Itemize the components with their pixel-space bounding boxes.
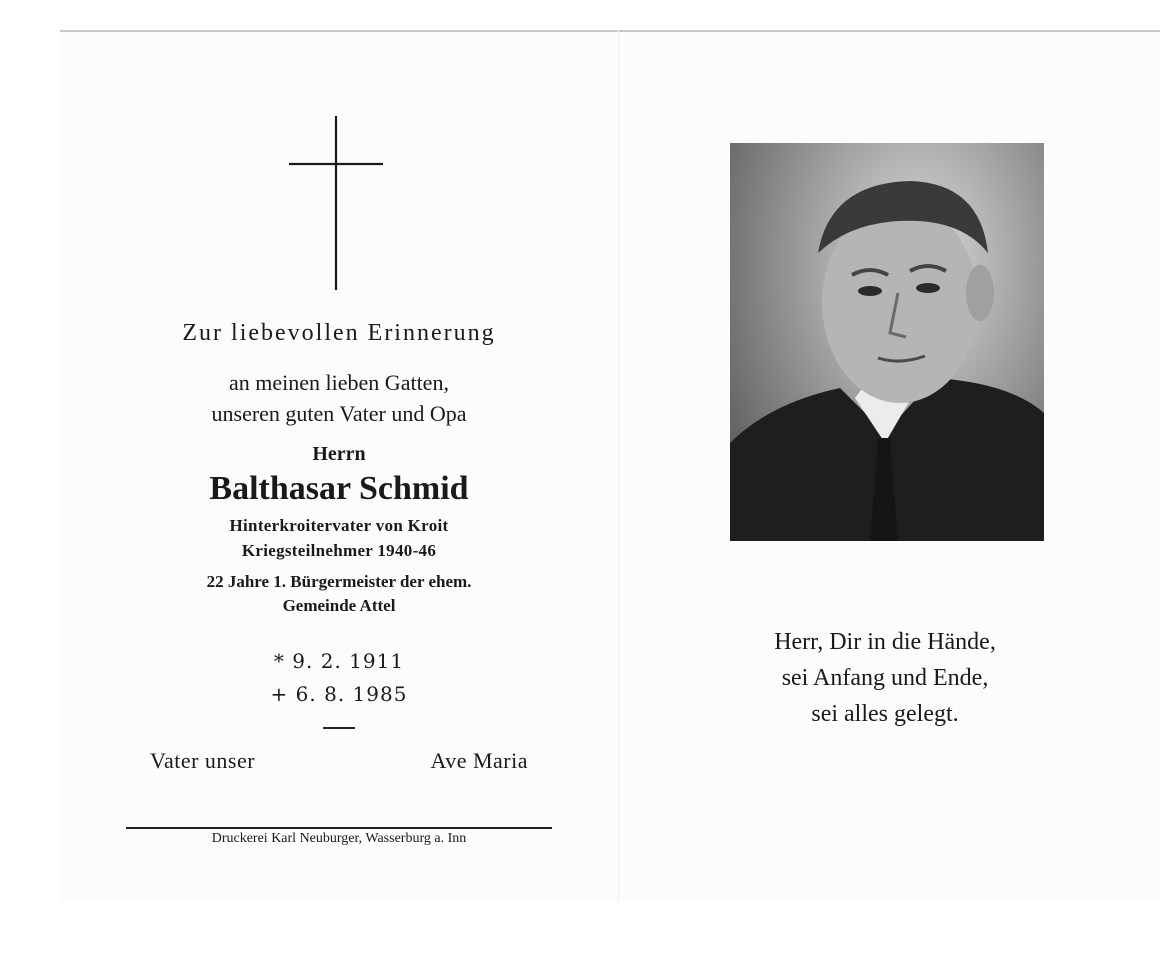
divider-dash bbox=[323, 727, 355, 729]
death-date: + 6. 8. 1985 bbox=[270, 682, 408, 706]
birth-date: * 9. 2. 1911 bbox=[273, 649, 405, 673]
intro-heading: Zur liebevollen Erinnerung bbox=[182, 320, 496, 346]
relation-line-1: an meinen lieben Gatten, bbox=[229, 370, 449, 395]
printer-rule bbox=[126, 827, 552, 829]
printer-credit: Druckerei Karl Neuburger, Wasserburg a. Inn bbox=[211, 831, 467, 846]
role-line-2: Kriegsteilnehmer 1940-46 bbox=[241, 541, 437, 560]
relation-line-2: unseren guten Vater und Opa bbox=[211, 401, 467, 426]
left-panel bbox=[60, 30, 618, 902]
fold-line bbox=[618, 30, 619, 902]
life-dates bbox=[60, 645, 618, 711]
memorial-card bbox=[60, 30, 1160, 902]
role-text bbox=[60, 513, 618, 563]
role-line-1: Hinterkroitervater von Kroit bbox=[229, 516, 449, 535]
prayer-vater-unser: Vater unser bbox=[150, 748, 256, 773]
honorific: Herrn bbox=[312, 443, 366, 465]
office-line-1: 22 Jahre 1. Bürgermeister der ehem. bbox=[206, 572, 472, 591]
portrait-photo bbox=[730, 143, 1044, 541]
deceased-name: Balthasar Schmid bbox=[209, 470, 469, 507]
verse-text bbox=[680, 624, 1090, 732]
office-text bbox=[60, 570, 618, 618]
cross-icon bbox=[60, 30, 618, 330]
relation-text bbox=[60, 367, 618, 429]
prayer-ave-maria: Ave Maria bbox=[430, 748, 528, 773]
verse-line-1: Herr, Dir in die Hände, bbox=[774, 629, 996, 655]
verse-line-3: sei alles gelegt. bbox=[811, 701, 959, 727]
prayers-row bbox=[150, 748, 528, 774]
office-line-2: Gemeinde Attel bbox=[282, 596, 396, 615]
verse-line-2: sei Anfang und Ende, bbox=[781, 665, 989, 691]
